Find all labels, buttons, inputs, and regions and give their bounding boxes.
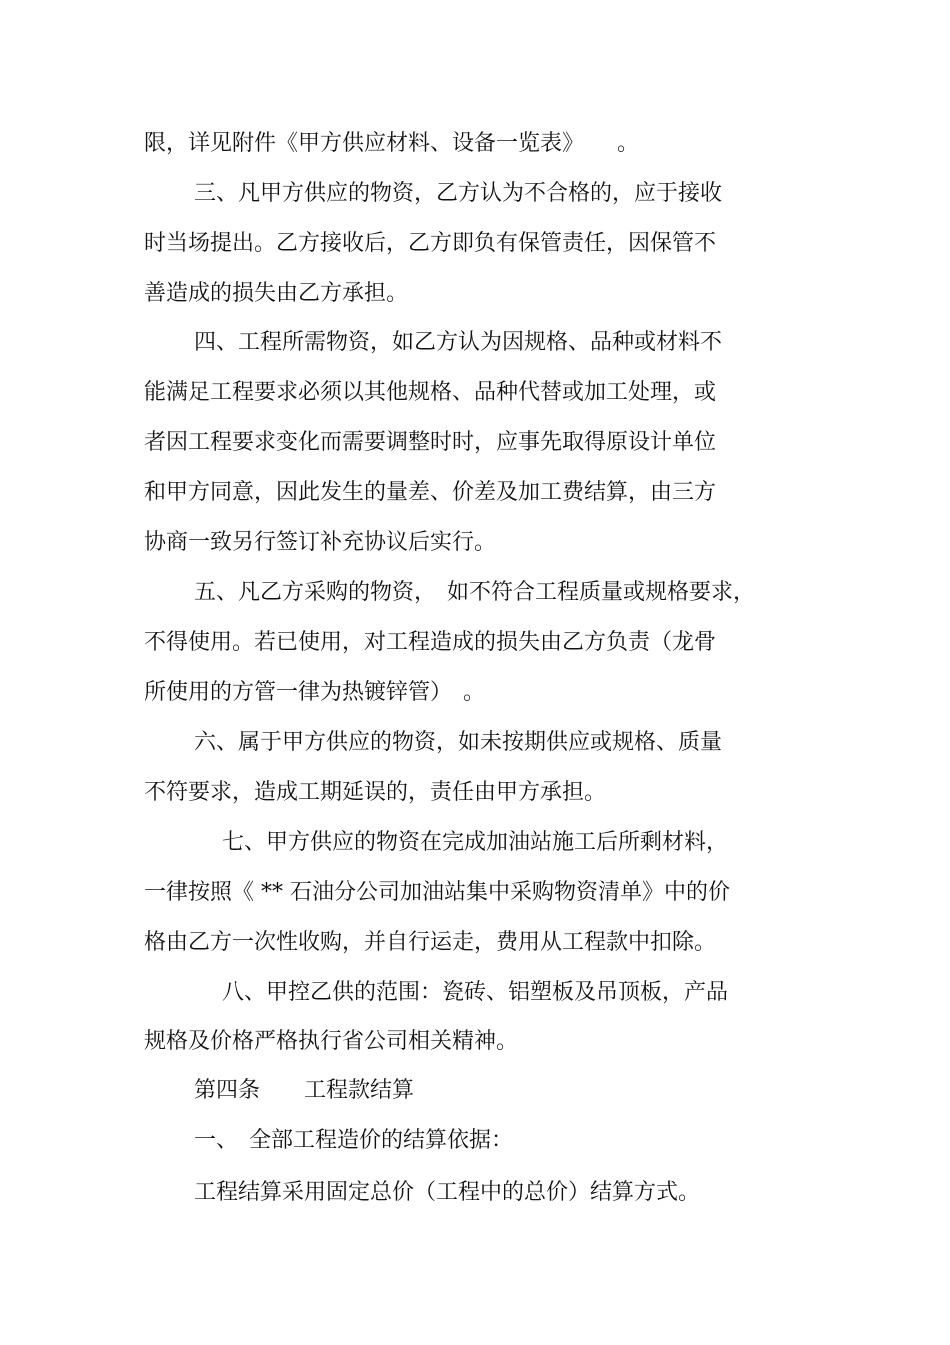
text-line: 能满足工程要求必须以其他规格、品种代替或加工处理，或	[144, 380, 717, 405]
text-line: 规格及价格严格执行省公司相关精神。	[144, 1029, 519, 1054]
text-line: 三、凡甲方供应的物资，乙方认为不合格的，应于接收	[194, 181, 723, 206]
text-line: 五、凡乙方采购的物资， 如不符合工程质量或规格要求，	[194, 580, 756, 605]
text-line: 不符要求，造成工期延误的，责任由甲方承担。	[144, 780, 607, 805]
text-line: 所使用的方管一律为热镀锌管） 。	[144, 680, 486, 705]
text-line: 和甲方同意，因此发生的量差、价差及加工费结算，由三方	[144, 480, 717, 505]
text-line: 六、属于甲方供应的物资，如未按期供应或规格、质量	[194, 730, 723, 755]
text-line: 一律按照《 ** 石油分公司加油站集中采购物资清单》中的价	[144, 880, 730, 905]
text-line: 不得使用。若已使用，对工程造成的损失由乙方负责（龙骨	[144, 630, 717, 655]
text-line: 工程结算采用固定总价（工程中的总价）结算方式。	[194, 1180, 701, 1205]
section-heading: 第四条 工程款结算	[194, 1078, 415, 1103]
text-line: 一、 全部工程造价的结算依据：	[194, 1128, 514, 1153]
text-line: 者因工程要求变化而需要调整时时，应事先取得原设计单位	[144, 430, 717, 455]
text-line: 善造成的损失由乙方承担。	[144, 281, 409, 306]
text-line: 协商一致另行签订补充协议后实行。	[144, 530, 497, 555]
text-line: 限，详见附件《甲方供应材料、设备一览表》 。	[144, 131, 640, 156]
text-line: 时当场提出。乙方接收后，乙方即负有保管责任，因保管不	[144, 231, 717, 256]
text-line: 八、甲控乙供的范围：瓷砖、铝塑板及吊顶板，产品	[222, 980, 729, 1005]
text-line: 七、甲方供应的物资在完成加油站施工后所剩材料，	[222, 830, 729, 855]
text-line: 格由乙方一次性收购，并自行运走，费用从工程款中扣除。	[144, 930, 717, 955]
text-line: 四、工程所需物资，如乙方认为因规格、品种或材料不	[194, 330, 723, 355]
